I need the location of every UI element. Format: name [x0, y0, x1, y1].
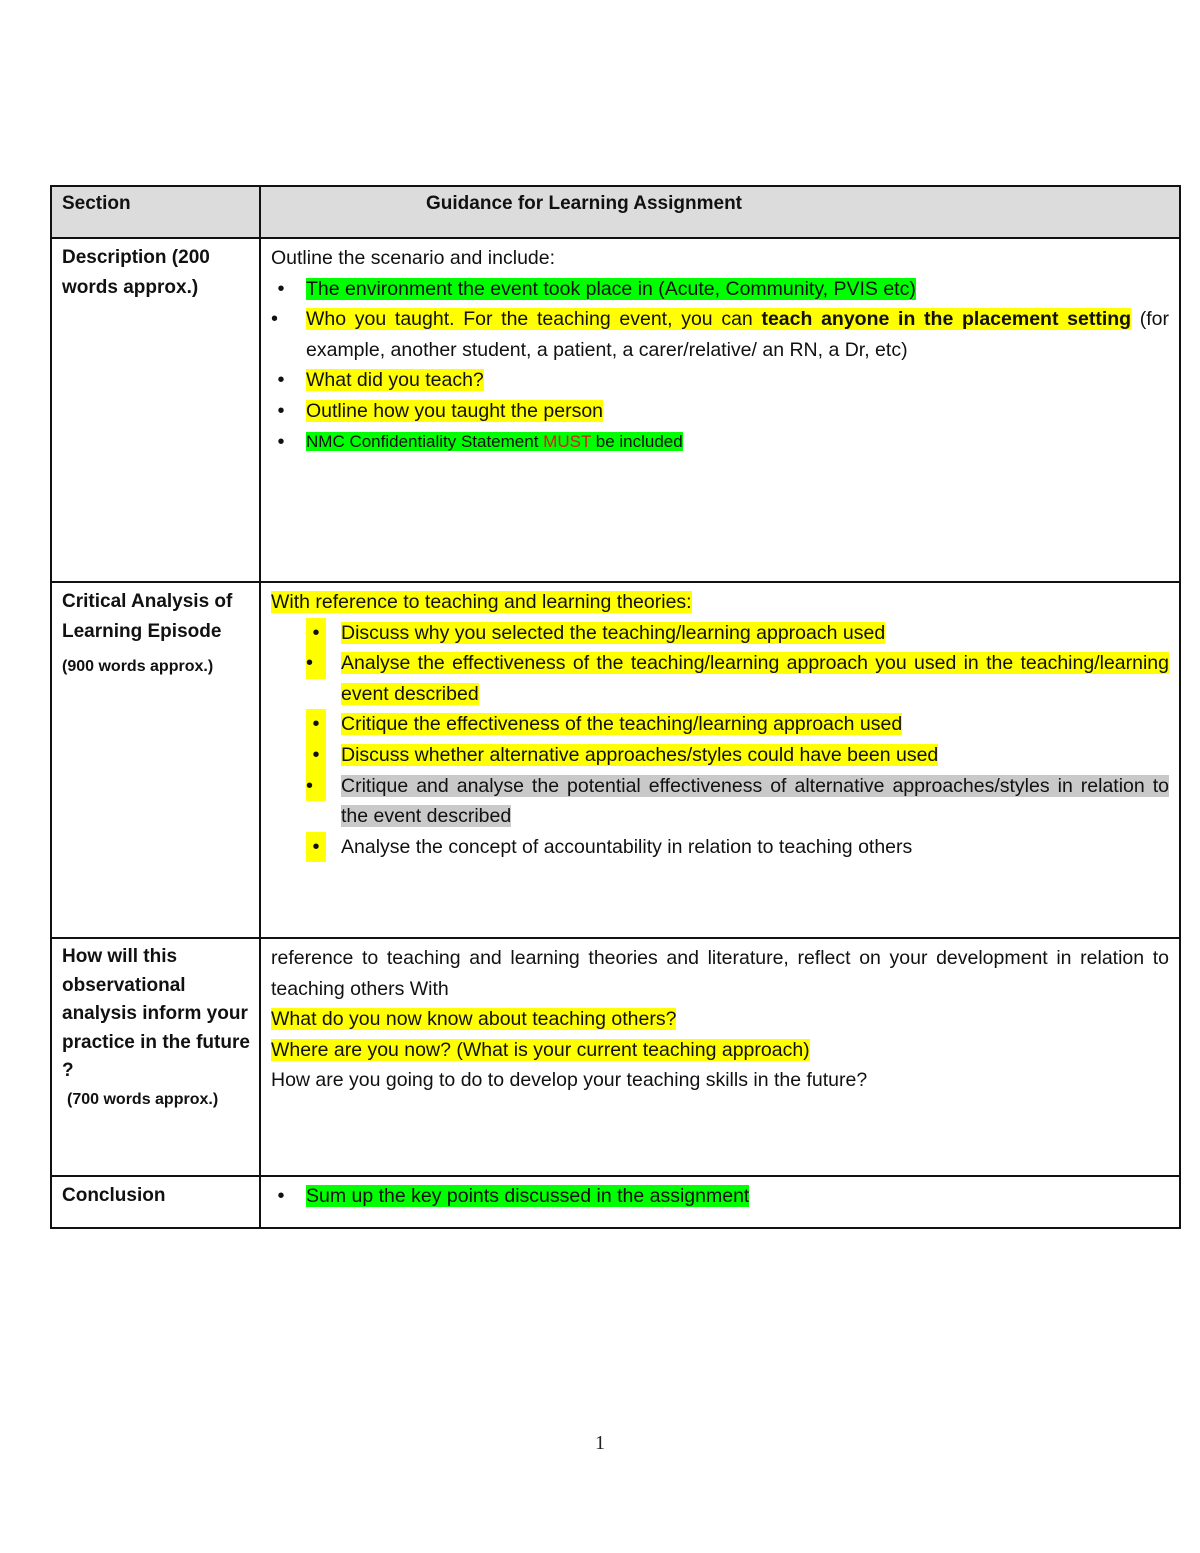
item-critique-alternatives: Critique and analyse the potential effectiveness of alternative approaches/styles in relation to the event described — [341, 774, 1169, 828]
list-item — [271, 274, 1169, 305]
future-question-how: How are you going to do to develop your teaching skills in the future? — [271, 1069, 868, 1092]
bullet-icon: • — [306, 832, 326, 863]
item-accountability: Analyse the concept of accountability in relation to teaching others — [341, 835, 913, 858]
page-number: 1 — [595, 1432, 605, 1454]
bullet-icon: • — [271, 308, 279, 331]
critical-intro: With reference to teaching and learning theories: — [271, 591, 692, 613]
description-label: Description (200 words approx.) — [62, 247, 210, 298]
bullet-icon: • — [306, 648, 326, 679]
description-content-cell — [260, 238, 1180, 582]
future-label-cell — [51, 938, 260, 1176]
table-row-description — [51, 238, 1180, 582]
critical-word-count: (900 words approx.) — [62, 658, 214, 675]
header-section-cell: Section — [51, 186, 260, 238]
bullet-icon: • — [277, 430, 285, 453]
list-item — [271, 709, 1169, 740]
list-item — [271, 832, 1169, 863]
item-who-bold: teach anyone in the placement setting — [761, 308, 1132, 331]
item-discuss-alternatives: Discuss whether alternative approaches/styles could have been used — [341, 743, 939, 766]
bullet-icon: • — [277, 1185, 285, 1207]
critical-list — [271, 618, 1169, 863]
table-header-row — [51, 186, 1180, 238]
list-item — [271, 648, 1169, 709]
conclusion-label-cell — [51, 1176, 260, 1228]
future-content-cell — [260, 938, 1180, 1176]
table-row-future-practice — [51, 938, 1180, 1176]
item-who-suffix: (for example, another student, a patient, a carer/relative/ an RN, a Dr, etc) — [306, 308, 1170, 361]
conclusion-item: Sum up the key points discussed in the assignment — [306, 1185, 750, 1207]
bullet-icon: • — [306, 771, 326, 802]
critical-label: Critical Analysis of Learning Episode — [62, 591, 233, 642]
description-list — [271, 274, 1169, 458]
future-question-know: What do you now know about teaching others? — [271, 1008, 677, 1031]
item-nmc-prefix: NMC Confidentiality Statement — [306, 431, 544, 451]
future-label: How will this observational analysis inform your practice in the future ? — [62, 946, 250, 1081]
list-item — [271, 618, 1169, 649]
item-discuss-why: Discuss why you selected the teaching/learning approach used — [341, 621, 886, 644]
list-item — [271, 1181, 1169, 1212]
conclusion-label: Conclusion — [62, 1185, 166, 1206]
list-item — [271, 304, 1169, 365]
item-nmc-must: MUST — [543, 431, 592, 451]
assignment-guidance-table — [50, 185, 1181, 1229]
description-label-cell — [51, 238, 260, 582]
future-word-count: (700 words approx.) — [67, 1090, 219, 1108]
bullet-icon: • — [277, 369, 285, 392]
future-line1: reference to teaching and learning theories and literature, reflect on your development in relation to teaching others With — [271, 947, 1169, 1000]
bullet-icon: • — [306, 618, 326, 649]
item-environment: The environment the event took place in (Acute, Community, PVIS etc) — [306, 277, 916, 300]
table-row-critical-analysis — [51, 582, 1180, 938]
list-item — [271, 740, 1169, 771]
item-how: Outline how you taught the person — [306, 399, 604, 422]
bullet-icon: • — [306, 709, 326, 740]
bullet-icon: • — [306, 740, 326, 771]
item-analyse-effectiveness: Analyse the effectiveness of the teaching/learning approach you used in the teaching/learning event described — [341, 652, 1169, 705]
item-critique-effectiveness: Critique the effectiveness of the teaching/learning approach used — [341, 713, 903, 736]
conclusion-content-cell — [260, 1176, 1180, 1228]
header-guidance-cell: Guidance for Learning Assignment — [260, 186, 1180, 238]
list-item — [271, 396, 1169, 427]
list-item — [271, 427, 1169, 458]
description-intro: Outline the scenario and include: — [271, 247, 556, 269]
critical-label-cell — [51, 582, 260, 938]
future-question-where: Where are you now? (What is your current teaching approach) — [271, 1038, 810, 1061]
critical-content-cell — [260, 582, 1180, 938]
bullet-icon: • — [277, 277, 285, 300]
item-who-prefix: Who you taught. For the teaching event, you can — [306, 308, 762, 331]
item-nmc-suffix: be included — [591, 431, 683, 451]
list-item — [271, 771, 1169, 832]
table-row-conclusion — [51, 1176, 1180, 1228]
item-what: What did you teach? — [306, 369, 484, 392]
bullet-icon: • — [277, 399, 285, 422]
conclusion-list — [271, 1181, 1169, 1212]
list-item — [271, 365, 1169, 396]
